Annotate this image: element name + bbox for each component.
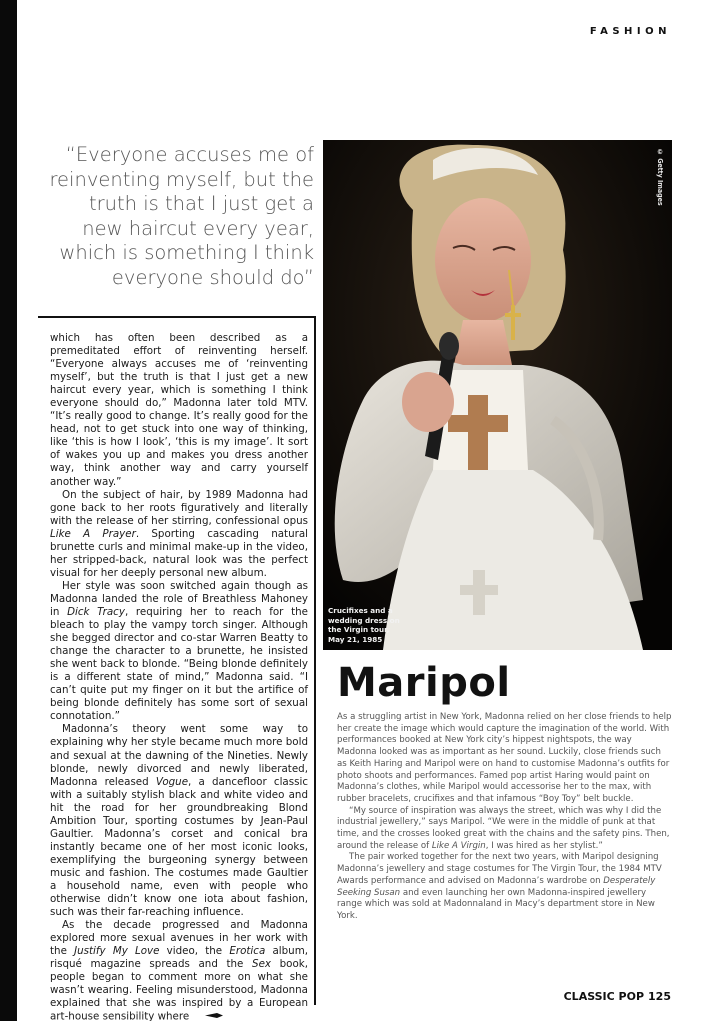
sidebar-title: Maripol	[337, 660, 511, 706]
pull-quote: “Everyone accuses me of reinventing myself, but the truth is that I just get a new haircut every year, which is something I think everyone should do”	[49, 143, 314, 289]
sidebar-paragraph: “My source of inspiration was always the street, which was why I did the industrial jewellery,” says Maripol. “We were in the middle of punk at that time, and the crosses looked great with the chains and the safety pins. Then, around the release of Like A Virgin, I was hired as her stylist.”	[337, 805, 670, 851]
page-spine-bar	[0, 0, 17, 1021]
arrow-right-icon	[193, 1010, 223, 1021]
sidebar-body	[337, 712, 673, 923]
page-folio	[560, 990, 671, 1003]
divider-vertical	[314, 316, 316, 1005]
concert-photo	[323, 140, 672, 650]
photo-caption: Crucifixes and a wedding dress on the Virgin tour, May 21, 1985	[328, 606, 400, 644]
article-paragraph: which has often been described as a premeditated effort of reinventing herself. “Everyone always accuses me of ‘reinventing myself’, but the truth is that I just get a new haircut every year, which is something I think everyone should do,” Madonna later told MTV. “It’s really good to change. It’s really good for the head, not to get stuck into one way of thinking, like ‘this is how I look’, ‘this is my image’. It sort of wakes you up and makes you dress another way, think another way and carry yourself another way.”	[50, 332, 308, 488]
divider-horizontal	[38, 316, 316, 318]
photo-credit: © Getty Images	[656, 148, 664, 206]
magazine-name: CLASSIC POP	[563, 990, 645, 1003]
page-number: 125	[648, 990, 671, 1003]
sidebar-paragraph: As a struggling artist in New York, Madonna relied on her close friends to help her create the image which would capture the imagination of the world. With performances booked at New York city’s hippest nightspots, the way Madonna looked was as important as her sound. Luckily, close friends such as Keith Haring and Maripol were on hand to customise Madonna’s outfits for photo shoots and performances. Famed pop artist Haring would paint on Madonna’s clothes, while Maripol would accessorise her to the max, with rubber bracelets, crucifixes and that infamous “Boy Toy” belt buckle.	[337, 712, 672, 804]
singer-illustration	[323, 140, 672, 650]
article-paragraph: As the decade progressed and Madonna explored more sexual avenues in her work with the Justify My Love video, the Erotica album, risqué magazine spreads and the Sex book, people began to comment more on what she wasn’t wearing. Feeling misunderstood, Madonna explained that she was inspired by a European art-house sensibility where	[50, 919, 308, 1021]
section-label: FASHION	[589, 26, 671, 37]
sidebar-paragraph: The pair worked together for the next two years, with Maripol designing Madonna’s jewellery and stage costumes for The Virgin Tour, the 1984 MTV Awards performance and advised on Madonna’s wardrobe on Desperately Seeking Susan and even launching her own Madonna-inspired jewellery range which was sold at Madonnaland in Macy’s department store in New York.	[337, 852, 662, 921]
article-paragraph: Her style was soon switched again though as Madonna landed the role of Breathless Mahoney in Dick Tracy, requiring her to reach for the bleach to play the vampy torch singer. Although she begged director and co-star Warren Beatty to change the character to a brunette, he insisted she went back to blonde. “Being blonde definitely is a different state of mind,” Madonna said. “I can’t quite put my finger on it but the artifice of being blonde definitely has some sort of sexual connotation.”	[50, 579, 308, 723]
article-paragraph: Madonna’s theory went some way to explaining why her style became much more bold and sexual at the dawning of the Nineties. Newly blonde, newly divorced and newly liberated, Madonna released Vogue, a dancefloor classic with a suitably stylish black and white video and hit the road for her groundbreaking Blond Ambition Tour, sporting costumes by Jean-Paul Gaultier. Madonna’s corset and conical bra instantly became one of her most iconic looks, exemplifying the burgeoning synergy between music and fashion. The costumes made Gaultier a household name, even with people who otherwise didn’t know one iota about fashion, such was their far-reaching influence.	[50, 723, 308, 919]
article-paragraph: On the subject of hair, by 1989 Madonna had gone back to her roots figuratively and literally with the release of her stirring, confessional opus Like A Prayer. Sporting cascading natural brunette curls and minimal make-up in the video, her stripped-back, natural look was the perfect visual for her deeply personal new album.	[50, 488, 309, 579]
article-body	[50, 332, 308, 1021]
